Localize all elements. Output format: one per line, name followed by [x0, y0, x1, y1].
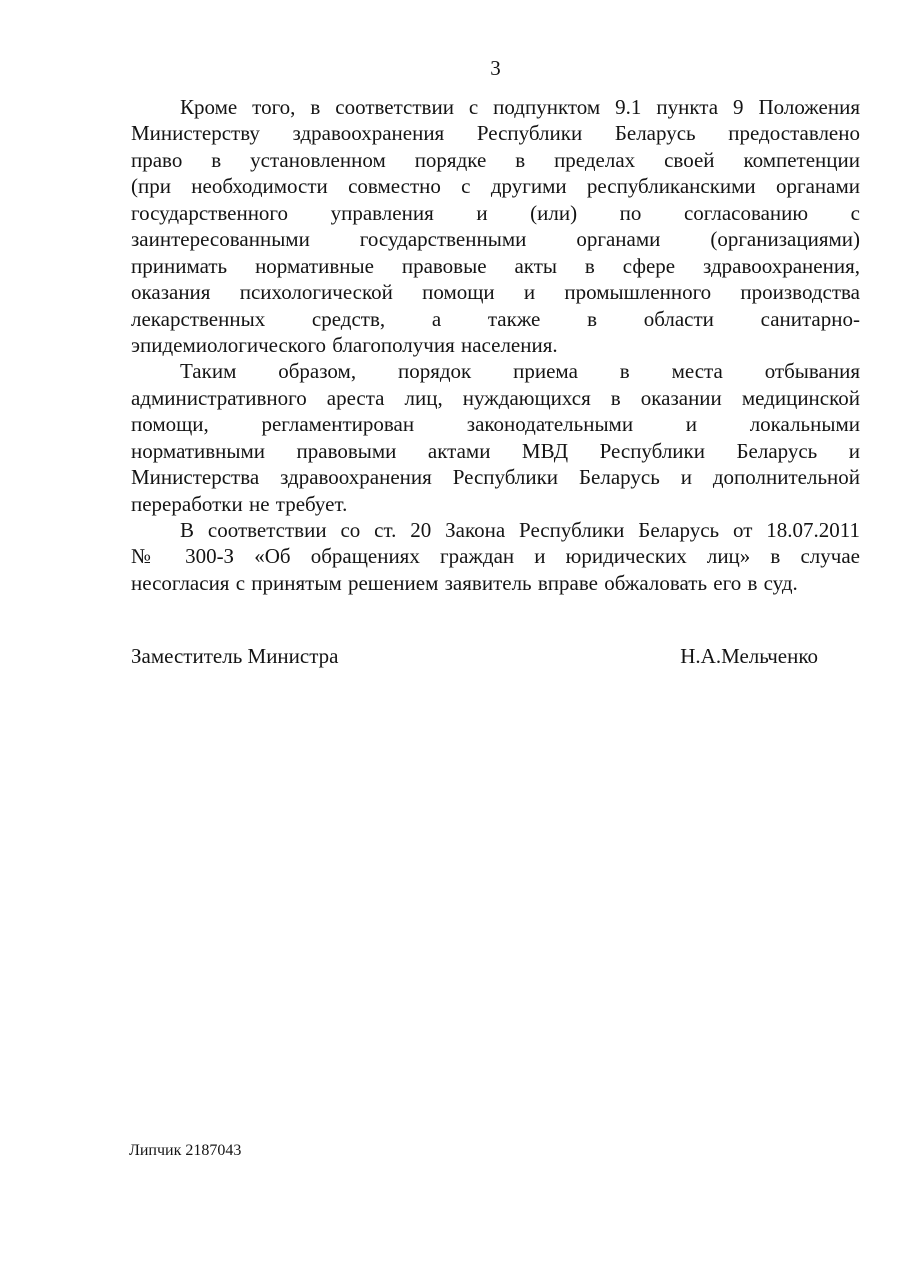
text-line: лекарственных средств, а также в области санитарно-: [131, 306, 860, 331]
page-number: 3: [490, 56, 501, 80]
text-line: Министерства здравоохранения Республики Беларусь и дополнительной: [131, 465, 860, 490]
executor-note: Липчик 2187043: [129, 1142, 242, 1159]
text-line: нормативными правовыми актами МВД Республики Беларусь и: [131, 438, 860, 463]
text-line: (при необходимости совместно с другими республиканскими органами: [131, 174, 860, 199]
paragraph: [131, 358, 860, 517]
text-line: Кроме того, в соответствии с подпунктом 9.1 пункта 9 Положения: [180, 95, 860, 119]
text-line: административного ареста лиц, нуждающихся в оказании медицинской: [131, 385, 860, 410]
paragraph: [131, 517, 860, 596]
signatory-name: Н.А.Мельченко: [680, 644, 818, 668]
text-line: Министерству здравоохранения Республики Беларусь предоставлено: [131, 121, 860, 146]
text-line: эпидемиологического благополучия населения.: [131, 332, 558, 357]
paragraph: [131, 94, 860, 358]
text-line: право в установленном порядке в пределах своей компетенции: [131, 147, 860, 172]
text-line: помощи, регламентирован законодательными и локальными: [131, 412, 860, 437]
signatory-title: Заместитель Министра: [131, 644, 339, 668]
document-body: [131, 94, 860, 596]
text-line: несогласия с принятым решением заявитель вправе обжаловать его в суд.: [131, 570, 798, 595]
text-line: принимать нормативные правовые акты в сфере здравоохранения,: [131, 253, 860, 278]
text-line: оказания психологической помощи и промышленного производства: [131, 280, 860, 305]
text-line: заинтересованными государственными органами (организациями): [131, 227, 860, 252]
text-line: В соответствии со ст. 20 Закона Республики Беларусь от 18.07.2011: [180, 518, 860, 542]
text-line: Таким образом, порядок приема в места отбывания: [180, 359, 860, 384]
text-line: № 300-З «Об обращениях граждан и юридических лиц» в случае: [131, 544, 860, 569]
text-line: переработки не требует.: [131, 491, 348, 516]
text-line: государственного управления и (или) по согласованию с: [131, 200, 860, 225]
signature-block: [131, 643, 860, 669]
